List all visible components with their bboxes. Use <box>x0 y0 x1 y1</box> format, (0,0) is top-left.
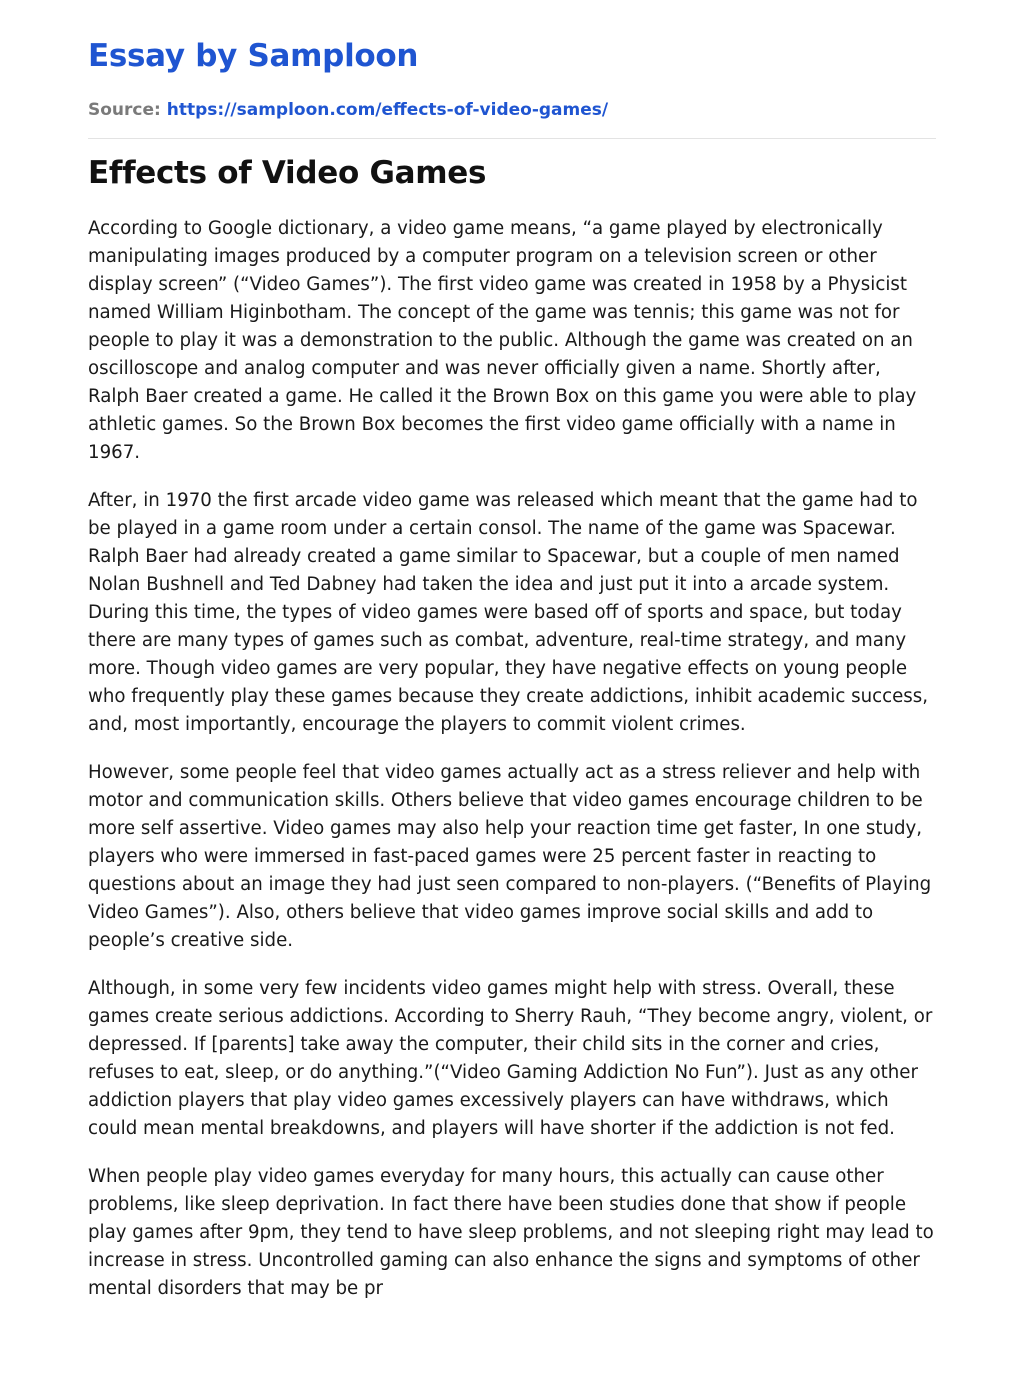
essay-body <box>88 215 936 1303</box>
essay-paragraph-1: According to Google dictionary, a video game means, “a game played by electronically manipulating images produced by a computer program on a television screen or other display screen” (“Video Games”). The first video game was created in 1958 by a Physicist named William Higinbotham. The concept of the game was tennis; this game was not for people to play it was a demonstration to the public. Although the game was created on an oscilloscope and analog computer and was never officially given a name. Shortly after, Ralph Baer created a game. He called it the Brown Box on this game you were able to play athletic games. So the Brown Box becomes the first video game officially with a name in 1967. <box>88 218 917 463</box>
brand-title[interactable]: Essay by Samploon <box>88 38 419 74</box>
essay-title: Effects of Video Games <box>88 155 487 191</box>
source-link[interactable]: https://samploon.com/effects-of-video-games/ <box>166 100 609 120</box>
source-line <box>88 98 936 122</box>
essay-paragraph-3: However, some people feel that video games actually act as a stress reliever and help with motor and communication skills. Others believe that video games encourage children to be more self assertive. Video games may also help your reaction time get faster, In one study, players who were immersed in fast-paced games were 25 percent faster in reacting to questions about an image they had just seen compared to non-players. (“Benefits of Playing Video Games”). Also, others believe that video games improve social skills and add to people’s creative side. <box>88 762 932 951</box>
essay-paragraph-4: Although, in some very few incidents video games might help with stress. Overall, these games create serious addictions. According to Sherry Rauh, “They become angry, violent, or depressed. If [parents] take away the computer, their child sits in the corner and cries, refuses to eat, sleep, or do anything.”(“Video Gaming Addiction No Fun”). Just as any other addiction players that play video games excessively players can have withdraws, which could mean mental breakdowns, and players will have shorter if the addiction is not fed. <box>88 978 933 1139</box>
header-divider <box>88 138 936 139</box>
essay-paragraph-2: After, in 1970 the first arcade video game was released which meant that the game had to be played in a game room under a certain consol. The name of the game was Spacewar. Ralph Baer had already created a game similar to Spacewar, but a couple of men named Nolan Bushnell and Ted Dabney had taken the idea and just put it into a arcade system. During this time, the types of video games were based off of sports and space, but today there are many types of games such as combat, adventure, real-time strategy, and many more. Though video games are very popular, they have negative effects on young people who frequently play these games because they create addictions, inhibit academic success, and, most importantly, encourage the players to commit violent crimes. <box>88 490 929 735</box>
essay-page <box>88 0 936 1323</box>
essay-paragraph-5: When people play video games everyday for many hours, this actually can cause other problems, like sleep deprivation. In fact there have been studies done that show if people play games after 9pm, they tend to have sleep problems, and not sleeping right may lead to increase in stress. Uncontrolled gaming can also enhance the signs and symptoms of other mental disorders that may be pr <box>88 1166 934 1299</box>
source-label: Source: <box>88 100 161 120</box>
